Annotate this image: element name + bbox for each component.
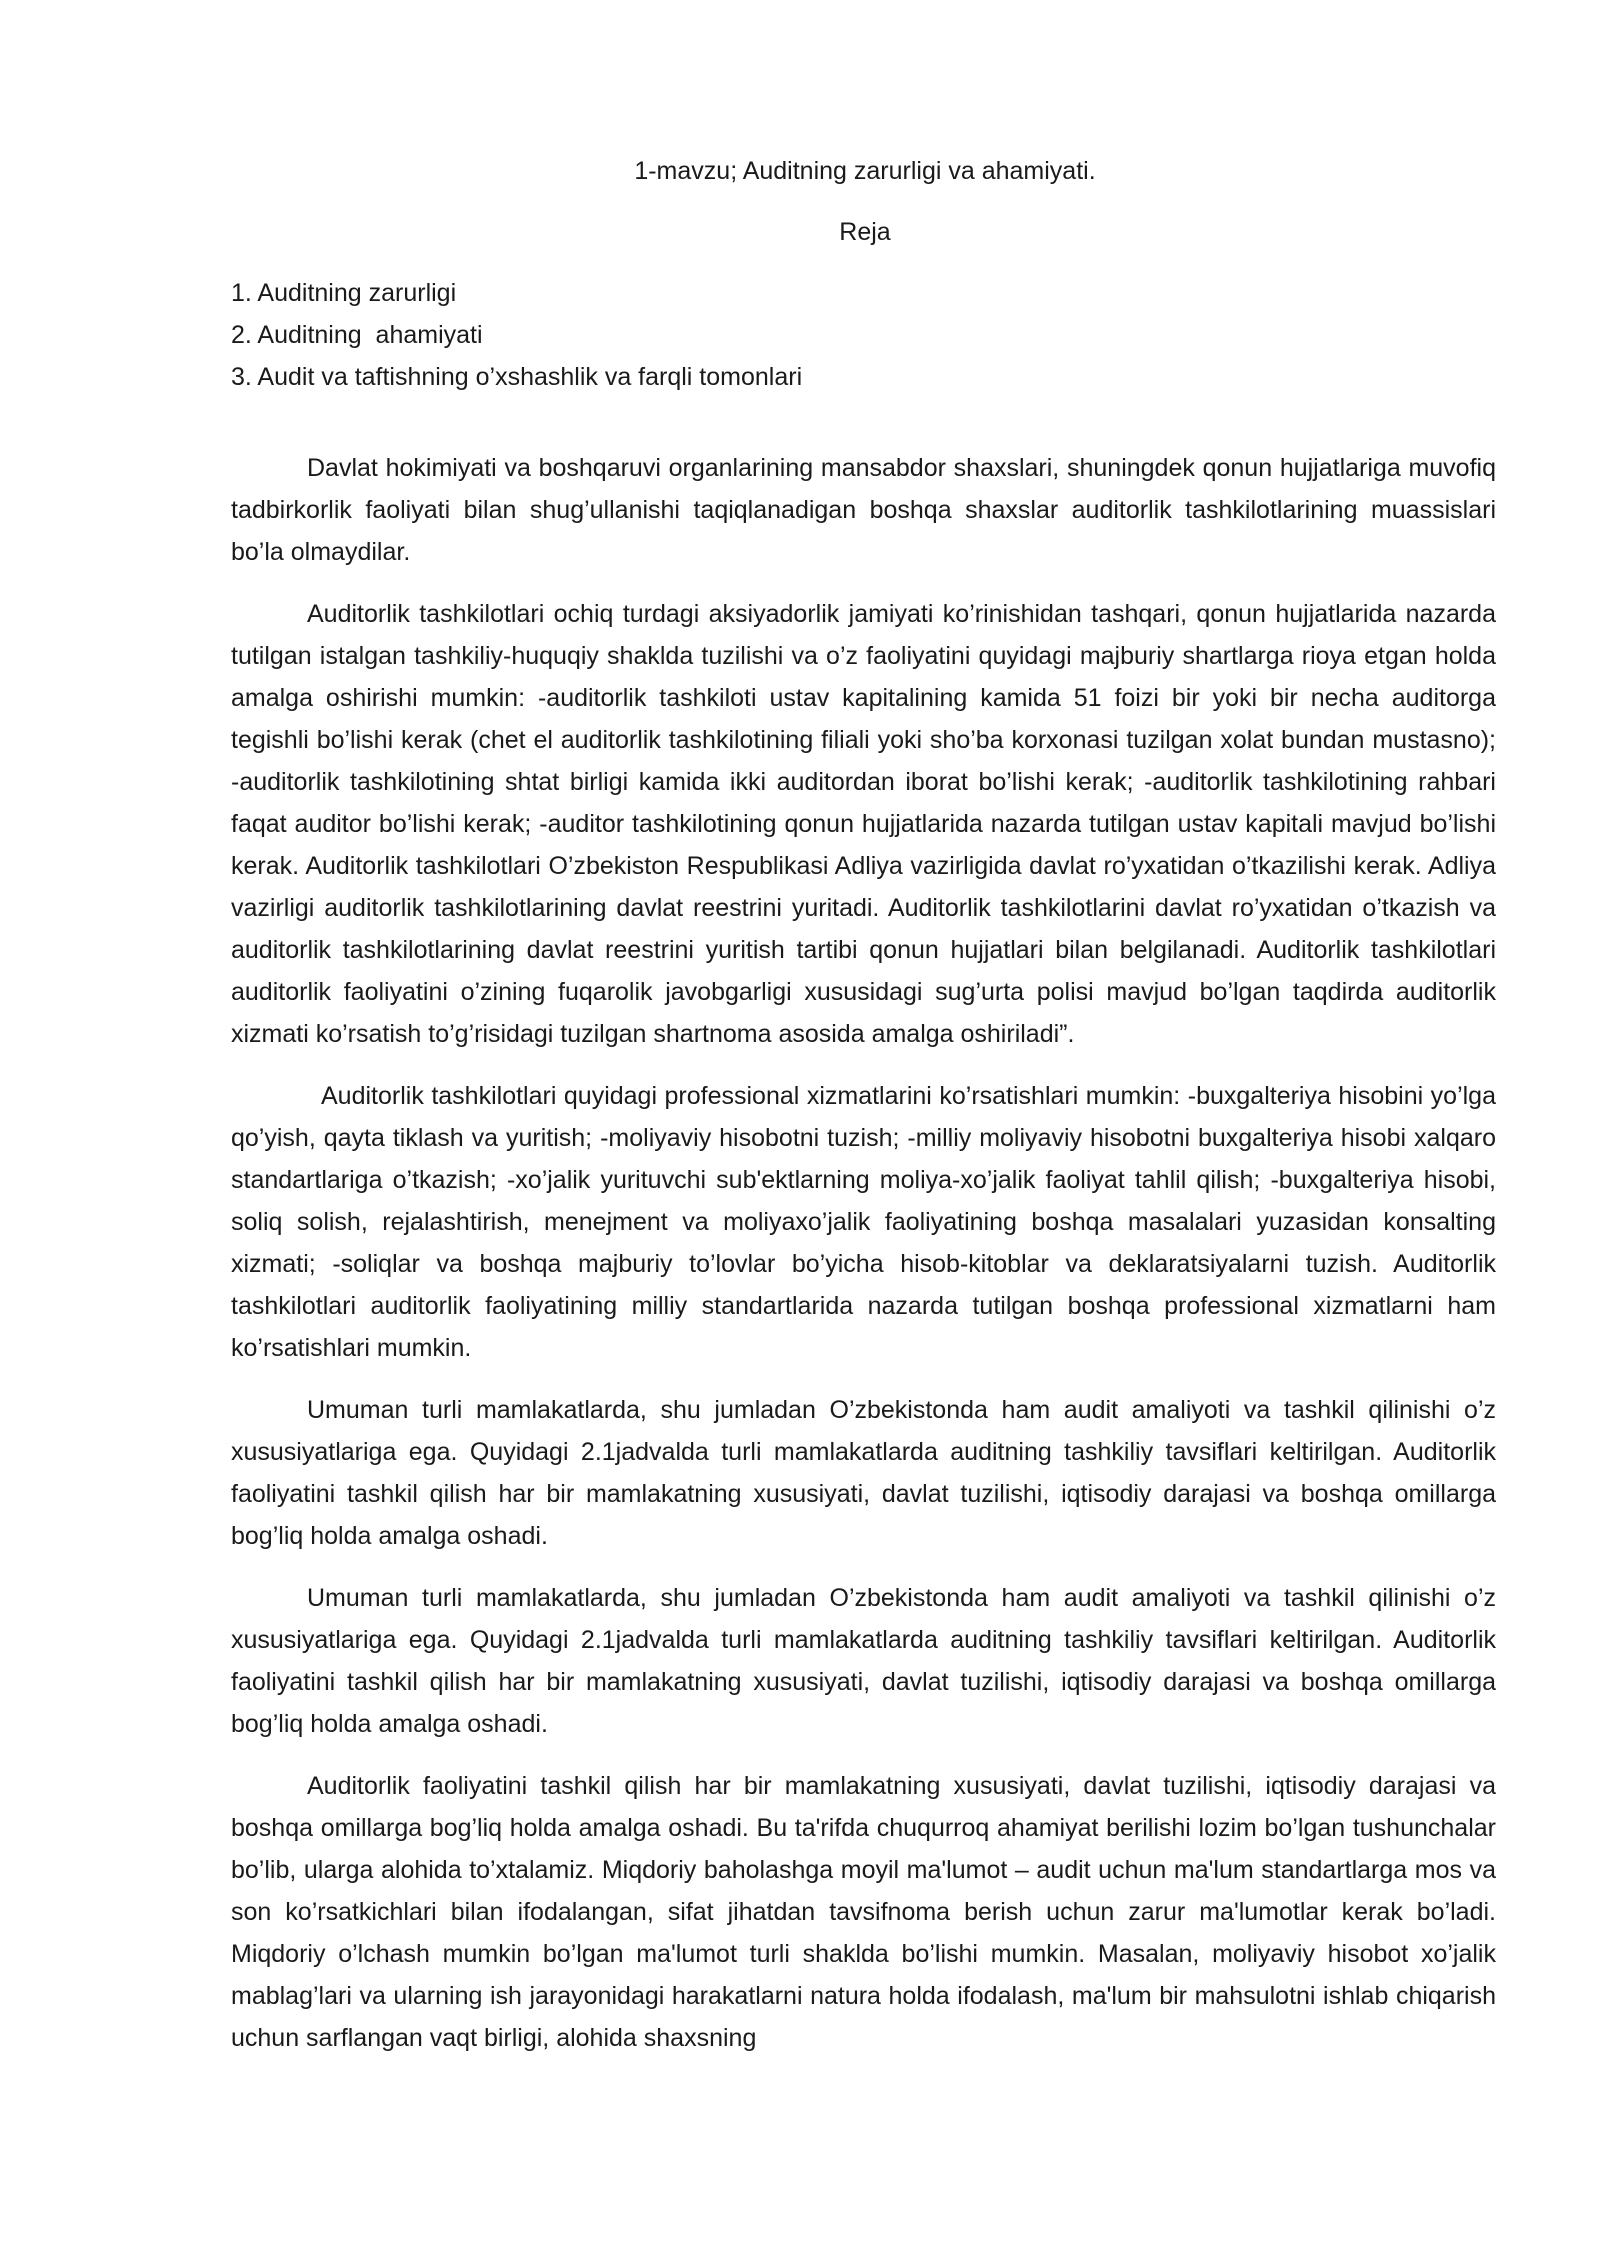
paragraph: Auditorlik faoliyatini tashkil qilish har bir mamlakatning xususiyati, davlat tuzilishi, iqtisodiy darajasi va boshqa omillarga bog’liq holda amalga oshadi. Bu ta'rifda chuqurroq ahamiyat berilishi lozim bo’lgan tushunchalar bo’lib, ularga alohida to’xtalamiz. Miqdoriy baholashga moyil ma'lumot – audit uchun ma'lum standartlarga mos va son ko’rsatkichlari bilan ifodalangan, sifat jihatdan tavsifnoma berish uchun zarur ma'lumotlar kerak bo’ladi. Miqdoriy o’lchash mumkin bo’lgan ma'lumot turli shaklda bo’lishi mumkin. Masalan, moliyaviy hisobot xo’jalik mablag’lari va ularning ish jarayonidagi harakatlarni natura holda ifodalash, ma'lum bir mahsulotni ishlab chiqarish uchun sarflangan vaqt birligi, alohida shaxsning <box>231 1772 1496 2052</box>
plan-item: 3. Audit va taftishning o’xshashlik va farqli tomonlari <box>231 363 803 391</box>
plan-list <box>231 272 802 398</box>
paragraph: Davlat hokimiyati va boshqaruvi organlarining mansabdor shaxslari, shuningdek qonun hujjatlariga muvofiq tadbirkorlik faoliyati bilan shug’ullanishi taqiqlanadigan boshqa shaxslar auditorlik tashkilotlarining muassislari bo’la olmaydilar. <box>231 454 1496 566</box>
document-body <box>231 447 1496 2079</box>
paragraph: Auditorlik tashkilotlari quyidagi professional xizmatlarini ko’rsatishlari mumkin: -buxgalteriya hisobini yo’lga qo’yish, qayta tiklash va yuritish; -moliyaviy hisobotni tuzish; -milliy moliyaviy hisobotni buxgalteriya hisobi xalqaro standartlariga o’tkazish; -xo’jalik yurituvchi sub'ektlarning moliya-xo’jalik faoliyat tahlil qilish; -buxgalteriya hisobi, soliq solish, rejalashtirish, menejment va moliyaxo’jalik faoliyatining boshqa masalalari yuzasidan konsalting xizmati; -soliqlar va boshqa majburiy to’lovlar bo’yicha hisob-kitoblar va deklaratsiyalarni tuzish. Auditorlik tashkilotlari auditorlik faoliyatining milliy standartlarida nazarda tutilgan boshqa professional xizmatlarni ham ko’rsatishlari mumkin. <box>231 1082 1496 1362</box>
paragraph: Auditorlik tashkilotlari ochiq turdagi aksiyadorlik jamiyati ko’rinishidan tashqari, qonun hujjatlarida nazarda tutilgan istalgan tashkiliy-huquqiy shaklda tuzilishi va o’z faoliyatini quyidagi majburiy shartlarga rioya etgan holda amalga oshirishi mumkin: -auditorlik tashkiloti ustav kapitalining kamida 51 foizi bir yoki bir necha auditorga tegishli bo’lishi kerak (chet el auditorlik tashkilotining filiali yoki sho’ba korxonasi tuzilgan xolat bundan mustasno); -auditorlik tashkilotining shtat birligi kamida ikki auditordan iborat bo’lishi kerak; -auditorlik tashkilotining rahbari faqat auditor bo’lishi kerak; -auditor tashkilotining qonun hujjatlarida nazarda tutilgan ustav kapitali mavjud bo’lishi kerak. Auditorlik tashkilotlari O’zbekiston Respublikasi Adliya vazirligida davlat ro’yxatidan o’tkazilishi kerak. Adliya vazirligi auditorlik tashkilotlarining davlat reestrini yuritadi. Auditorlik tashkilotlarini davlat ro’yxatidan o’tkazish va auditorlik tashkilotlarining davlat reestrini yuritish tartibi qonun hujjatlari bilan belgilanadi. Auditorlik tashkilotlari auditorlik faoliyatini o’zining fuqarolik javobgarligi xususidagi sug’urta polisi mavjud bo’lgan taqdirda auditorlik xizmati ko’rsatish to’g’risidagi tuzilgan shartnoma asosida amalga oshiriladi”. <box>231 600 1496 1048</box>
paragraph: Umuman turli mamlakatlarda, shu jumladan O’zbekistonda ham audit amaliyoti va tashkil qilinishi o’z xususiyatlariga ega. Quyidagi 2.1jadvalda turli mamlakatlarda auditning tashkiliy tavsiflari keltirilgan. Auditorlik faoliyatini tashkil qilish har bir mamlakatning xususiyati, davlat tuzilishi, iqtisodiy darajasi va boshqa omillarga bog’liq holda amalga oshadi. <box>231 1396 1496 1550</box>
paragraph: Umuman turli mamlakatlarda, shu jumladan O’zbekistonda ham audit amaliyoti va tashkil qilinishi o’z xususiyatlariga ega. Quyidagi 2.1jadvalda turli mamlakatlarda auditning tashkiliy tavsiflari keltirilgan. Auditorlik faoliyatini tashkil qilish har bir mamlakatning xususiyati, davlat tuzilishi, iqtisodiy darajasi va boshqa omillarga bog’liq holda amalga oshadi. <box>231 1584 1496 1738</box>
plan-heading: Reja <box>839 218 891 246</box>
plan-item: 1. Auditning zarurligi <box>231 279 457 307</box>
document-title: 1-mavzu; Auditning zarurligi va ahamiyati. <box>634 157 1096 185</box>
plan-item: 2. Auditning ahamiyati <box>231 321 483 349</box>
